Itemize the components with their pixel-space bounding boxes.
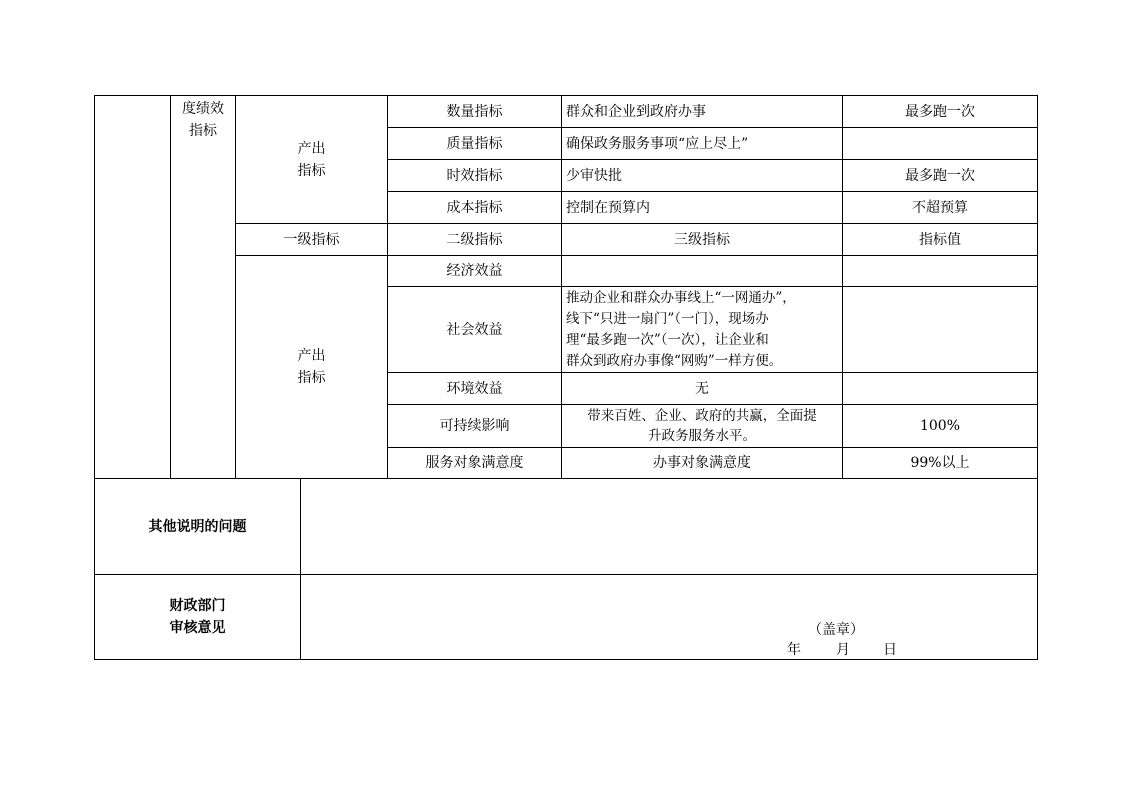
level2-cell: 可持续影响	[439, 418, 510, 434]
value-cell: 最多跑一次	[905, 103, 975, 120]
level1-label: 产出	[297, 140, 326, 157]
date-month: 月	[836, 642, 850, 658]
level2-cell: 服务对象满意度	[425, 455, 524, 471]
level3-cell	[562, 256, 842, 286]
finance-review-label-line: 审核意见	[169, 620, 226, 636]
level2-cell: 质量指标	[446, 135, 503, 152]
value-cell: 不超预算	[912, 199, 968, 216]
side-label-line: 度绩效	[182, 101, 224, 117]
other-notes-content	[301, 479, 1037, 574]
header-value: 指标值	[919, 231, 961, 248]
level1-label: 指标	[297, 370, 326, 386]
side-label-line: 指标	[189, 123, 217, 139]
other-notes-label: 其他说明的问题	[148, 518, 247, 535]
paragraph-line: 升政务服务水平。	[648, 428, 756, 444]
level2-cell: 环境效益	[446, 380, 503, 397]
level3-cell: 无	[695, 380, 709, 397]
paragraph-line: 带来百姓、企业、政府的共赢，全面提	[587, 408, 817, 424]
finance-review-label-line: 财政部门	[169, 598, 226, 614]
value-cell	[843, 287, 1037, 372]
paragraph-line: 推动企业和群众办事线上“一网通办”，	[566, 289, 796, 306]
level1-label: 产出	[297, 348, 326, 364]
paragraph-line: 线下“只进一扇门”（一门），现场办	[566, 310, 769, 327]
value-cell: 99%以上	[910, 455, 970, 471]
level3-cell: 群众和企业到政府办事	[566, 103, 706, 120]
section2-level1	[236, 256, 387, 478]
line-bottom	[94, 659, 1038, 660]
section1-level1	[236, 96, 387, 223]
line	[170, 95, 171, 479]
level2-cell: 经济效益	[446, 263, 503, 279]
finance-review-label	[95, 575, 300, 659]
level3-paragraph	[562, 405, 842, 447]
level1-label: 指标	[297, 162, 326, 179]
line	[1037, 95, 1038, 660]
stamp-text: （盖章）	[808, 622, 864, 638]
level3-paragraph	[562, 287, 842, 372]
level2-cell: 成本指标	[446, 199, 503, 216]
value-cell: 最多跑一次	[905, 167, 975, 184]
header-level1: 一级指标	[283, 231, 340, 248]
header-level2: 二级指标	[446, 231, 503, 248]
side-label	[171, 98, 235, 142]
value-cell	[843, 256, 1037, 286]
level3-cell: 少审快批	[566, 167, 622, 184]
date-year: 年	[787, 642, 801, 658]
value-cell: 100%	[919, 418, 961, 434]
level3-cell: 确保政务服务事项“应上尽上”	[566, 135, 749, 152]
date-day: 日	[883, 642, 897, 658]
level2-cell: 社会效益	[446, 321, 503, 338]
paragraph-line: 理“最多跑一次”（一次），让企业和	[566, 331, 769, 348]
paragraph-line: 群众到政府办事像“网购”一样方便。	[566, 352, 783, 369]
header-level3: 三级指标	[674, 231, 730, 248]
level3-cell: 控制在预算内	[566, 199, 650, 216]
level3-cell: 办事对象满意度	[653, 455, 751, 471]
level2-cell: 数量指标	[446, 103, 503, 120]
level2-cell: 时效指标	[446, 167, 503, 184]
value-cell	[843, 128, 1037, 159]
value-cell	[843, 373, 1037, 404]
